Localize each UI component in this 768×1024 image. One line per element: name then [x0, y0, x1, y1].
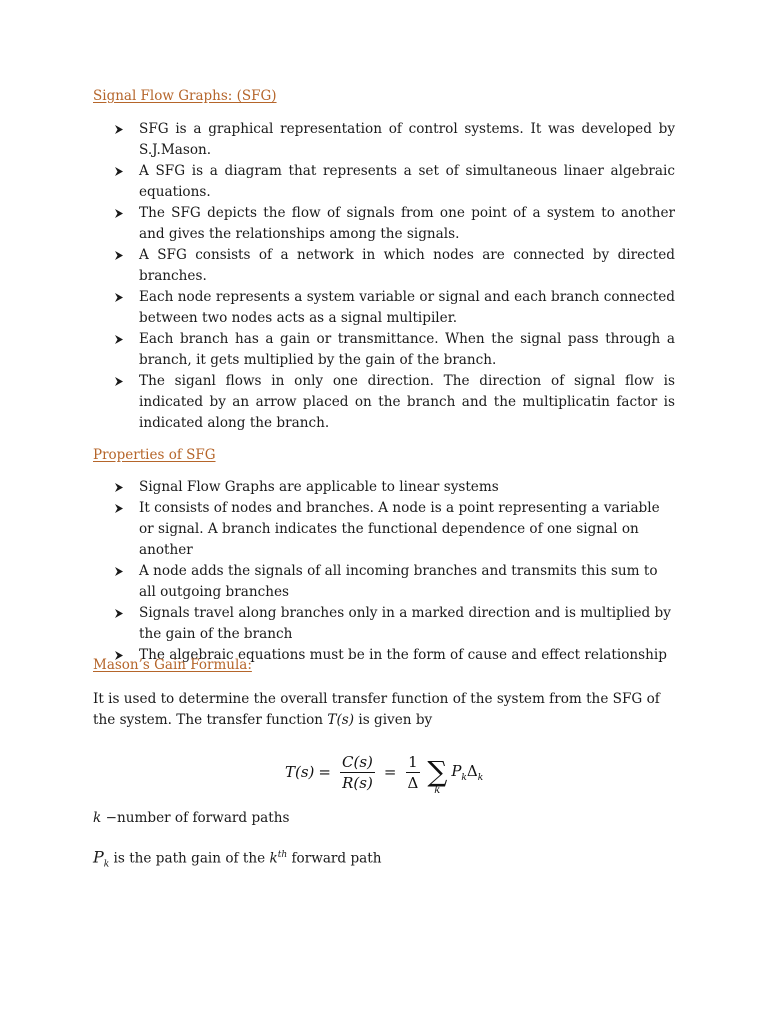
- intro-tail: is given by: [354, 712, 433, 728]
- def-p-sup-base: k: [269, 850, 278, 867]
- sigma-symbol: ∑: [427, 755, 448, 788]
- def-k-variable: k: [93, 810, 102, 826]
- def-k-text: −number of forward paths: [101, 810, 290, 826]
- heading-signal-flow-graphs: Signal Flow Graphs: (SFG): [93, 88, 277, 104]
- arrowhead-icon: [114, 119, 124, 140]
- list-item-text: Signals travel along branches only in a marked direction and is multiplied by the gain of the branch: [139, 605, 671, 642]
- list-item-text: A node adds the signals of all incoming branches and transmits this sum to all outgoing branches: [139, 563, 658, 600]
- list-item: [112, 561, 675, 603]
- heading-masons-gain-formula: Mason’s Gain Formula:: [93, 657, 252, 673]
- sum-index: k: [434, 785, 441, 796]
- term-p: P: [451, 761, 462, 780]
- formula-equals: =: [318, 763, 331, 781]
- arrowhead-icon: [114, 477, 124, 498]
- intro-text: It is used to determine the overall transfer function of the system from the SFG of the system. The transfer function: [93, 691, 660, 728]
- list-item: [112, 245, 675, 287]
- arrowhead-icon: [114, 287, 124, 308]
- list-item: [112, 203, 675, 245]
- formula-numerator: C(s): [342, 752, 373, 771]
- arrowhead-icon: [114, 161, 124, 182]
- arrowhead-icon: [114, 371, 124, 392]
- arrowhead-icon: [114, 203, 124, 224]
- formula-term: [451, 762, 483, 783]
- list-item: [112, 329, 675, 371]
- arrowhead-icon: [114, 561, 124, 582]
- list-item-text: A SFG consists of a network in which nodes are connected by directed branches.: [139, 247, 675, 284]
- list-item-text: Signal Flow Graphs are applicable to linear systems: [139, 479, 499, 495]
- formula-ratio: [340, 753, 375, 792]
- list-item-text: Each branch has a gain or transmittance. When the signal pass through a branch, it gets multiplied by the gain of the branch.: [139, 331, 675, 368]
- formula-delta: Δ: [407, 773, 419, 792]
- definition-k: [93, 808, 289, 828]
- formula-denominator: R(s): [342, 773, 373, 792]
- formula-equals-2: =: [383, 763, 397, 781]
- list-item: [112, 119, 675, 161]
- list-item: [112, 477, 675, 498]
- list-item-text: Each node represents a system variable or signal and each branch connected between two nodes acts as a signal multipiler.: [139, 289, 675, 326]
- list-item: [112, 371, 675, 434]
- term-delta: Δ: [466, 761, 478, 780]
- formula-one-over-delta: [405, 753, 420, 792]
- term-p-sub: k: [461, 772, 467, 783]
- list-item-text: The siganl flows in only one direction. The direction of signal flow is indicated by an arrow placed on the branch and the multiplicatin factor is indicated along the branch.: [139, 373, 675, 431]
- formula-one: 1: [408, 752, 418, 771]
- list-item-text: The SFG depicts the flow of signals from one point of a system to another and gives the relationships among the signals.: [139, 205, 675, 242]
- intro-variable: T(s): [327, 712, 355, 728]
- properties-bullet-list: [112, 477, 675, 666]
- list-item-text: A SFG is a diagram that represents a set of simultaneous linaer algebraic equations.: [139, 163, 675, 200]
- heading-properties-of-sfg: Properties of SFG: [93, 447, 216, 463]
- arrowhead-icon: [114, 245, 124, 266]
- list-item-text: The algebraic equations must be in the form of cause and effect relationship: [139, 647, 667, 663]
- masons-gain-formula: [285, 742, 483, 802]
- def-p-variable: P: [93, 847, 104, 867]
- arrowhead-icon: [114, 603, 124, 624]
- list-item-text: SFG is a graphical representation of control systems. It was developed by S.J.Mason.: [139, 121, 675, 158]
- arrowhead-icon: [114, 498, 124, 519]
- term-delta-sub: k: [477, 772, 484, 783]
- def-p-sub: k: [103, 859, 110, 870]
- list-item: [112, 287, 675, 329]
- def-p-text-2: forward path: [287, 850, 382, 867]
- list-item: [112, 161, 675, 203]
- definition-pk: [93, 845, 381, 874]
- sfg-bullet-list: [112, 119, 675, 434]
- mason-intro-paragraph: [93, 689, 678, 731]
- list-item-text: It consists of nodes and branches. A node is a point representing a variable or signal. A branch indicates the functional dependence of one signal on another: [139, 500, 660, 558]
- def-p-sup: th: [277, 850, 288, 860]
- arrowhead-icon: [114, 329, 124, 350]
- list-item: [112, 498, 675, 561]
- list-item: [112, 603, 675, 645]
- def-p-text-1: is the path gain of the: [109, 850, 270, 867]
- formula-lhs: T(s): [285, 763, 315, 781]
- summation-operator: [427, 755, 448, 797]
